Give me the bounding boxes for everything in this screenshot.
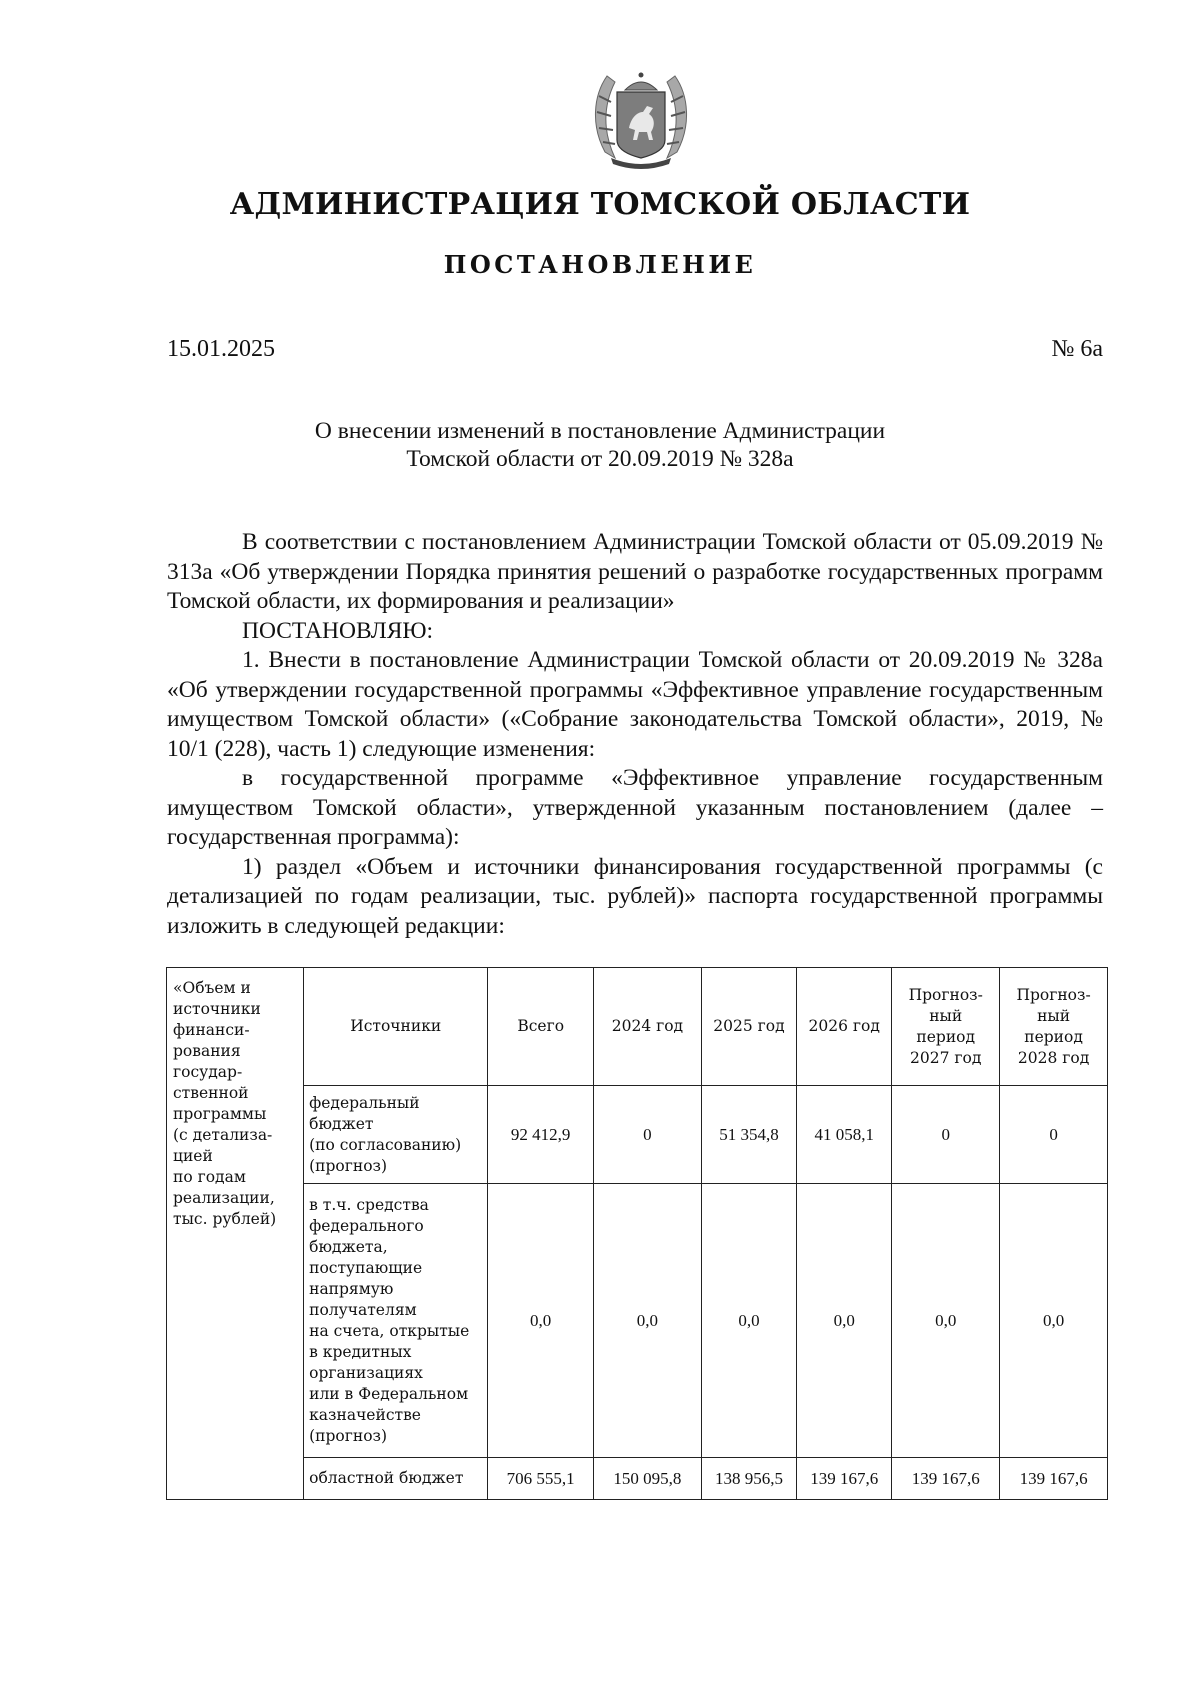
value-2028: 0 <box>1000 1086 1108 1184</box>
value-2024: 0 <box>594 1086 702 1184</box>
document-date: 15.01.2025 <box>167 336 275 362</box>
subject-line-2: Томской области от 20.09.2019 № 328а <box>406 446 794 472</box>
document-subject <box>0 417 1200 473</box>
value-total: 0,0 <box>488 1184 594 1458</box>
value-2026: 0,0 <box>797 1184 892 1458</box>
value-2026: 41 058,1 <box>797 1086 892 1184</box>
source-cell: в т.ч. средства федерального бюджета, поступающие напрямую получателям на счета, открытые в кредитных организациях или в Федеральном казначействе (прогноз) <box>304 1184 488 1458</box>
header-2025: 2025 год <box>701 968 796 1086</box>
resolution-keyword: ПОСТАНОВЛЯЮ: <box>242 617 434 644</box>
value-total: 92 412,9 <box>488 1086 594 1184</box>
document-type: ПОСТАНОВЛЕНИЕ <box>443 250 757 279</box>
header-2024: 2024 год <box>594 968 702 1086</box>
preamble-paragraph: В соответствии с постановлением Администрации Томской области от 05.09.2019 № 313а «Об утверждении Порядка принятия решений о разработке государственных программ Томской области, их формирования и реализации» <box>167 529 1103 614</box>
value-2028: 139 167,6 <box>1000 1458 1108 1500</box>
value-2024: 150 095,8 <box>594 1458 702 1500</box>
value-2025: 0,0 <box>701 1184 796 1458</box>
value-2027: 0 <box>892 1086 1000 1184</box>
value-2024: 0,0 <box>594 1184 702 1458</box>
program-paragraph: в государственной программе «Эффективное управление государственным имуществом Томской области», утвержденной указанным постановлением (далее – государственная программа): <box>167 765 1103 850</box>
table-row-regional <box>167 1458 1108 1500</box>
coat-of-arms-emblem-icon <box>585 66 697 172</box>
header-2028: Прогноз- ный период 2028 год <box>1000 968 1108 1086</box>
organization-title: АДМИНИСТРАЦИЯ ТОМСКОЙ ОБЛАСТИ <box>229 187 971 222</box>
value-2025: 51 354,8 <box>701 1086 796 1184</box>
table-row-federal <box>167 1086 1108 1184</box>
table-header-row <box>167 968 1108 1086</box>
value-2025: 138 956,5 <box>701 1458 796 1500</box>
subject-line-1: О внесении изменений в постановление Администрации <box>314 418 886 444</box>
clause-1-paragraph: 1. Внести в постановление Администрации Томской области от 20.09.2019 № 328а «Об утверждении государственной программы «Эффективное управление государственным имуществом Томской области» («Собрание законодательства Томской области», 2019, № 10/1 (228), часть 1) следующие изменения: <box>167 647 1103 762</box>
row-label-cell: «Объем и источники финанси- рования государ- ственной программы (с детализа- цией по годам реализации, тыс. рублей) <box>167 968 304 1500</box>
value-2027: 139 167,6 <box>892 1458 1000 1500</box>
document-body <box>167 528 1103 941</box>
header-2026: 2026 год <box>797 968 892 1086</box>
header-2027: Прогноз- ный период 2027 год <box>892 968 1000 1086</box>
value-2026: 139 167,6 <box>797 1458 892 1500</box>
subclause-1-paragraph: 1) раздел «Объем и источники финансирования государственной программы (с детализацией по годам реализации, тыс. рублей)» паспорта государственной программы изложить в следующей редакции: <box>167 853 1103 939</box>
value-2027: 0,0 <box>892 1184 1000 1458</box>
value-total: 706 555,1 <box>488 1458 594 1500</box>
table-row-federal-direct <box>167 1184 1108 1458</box>
document-number: № 6а <box>1051 336 1103 362</box>
value-2028: 0,0 <box>1000 1184 1108 1458</box>
financing-table <box>166 967 1108 1500</box>
source-cell: областной бюджет <box>304 1458 488 1500</box>
header-sources: Источники <box>304 968 488 1086</box>
header-total: Всего <box>488 968 594 1086</box>
source-cell: федеральный бюджет (по согласованию) (прогноз) <box>304 1086 488 1184</box>
